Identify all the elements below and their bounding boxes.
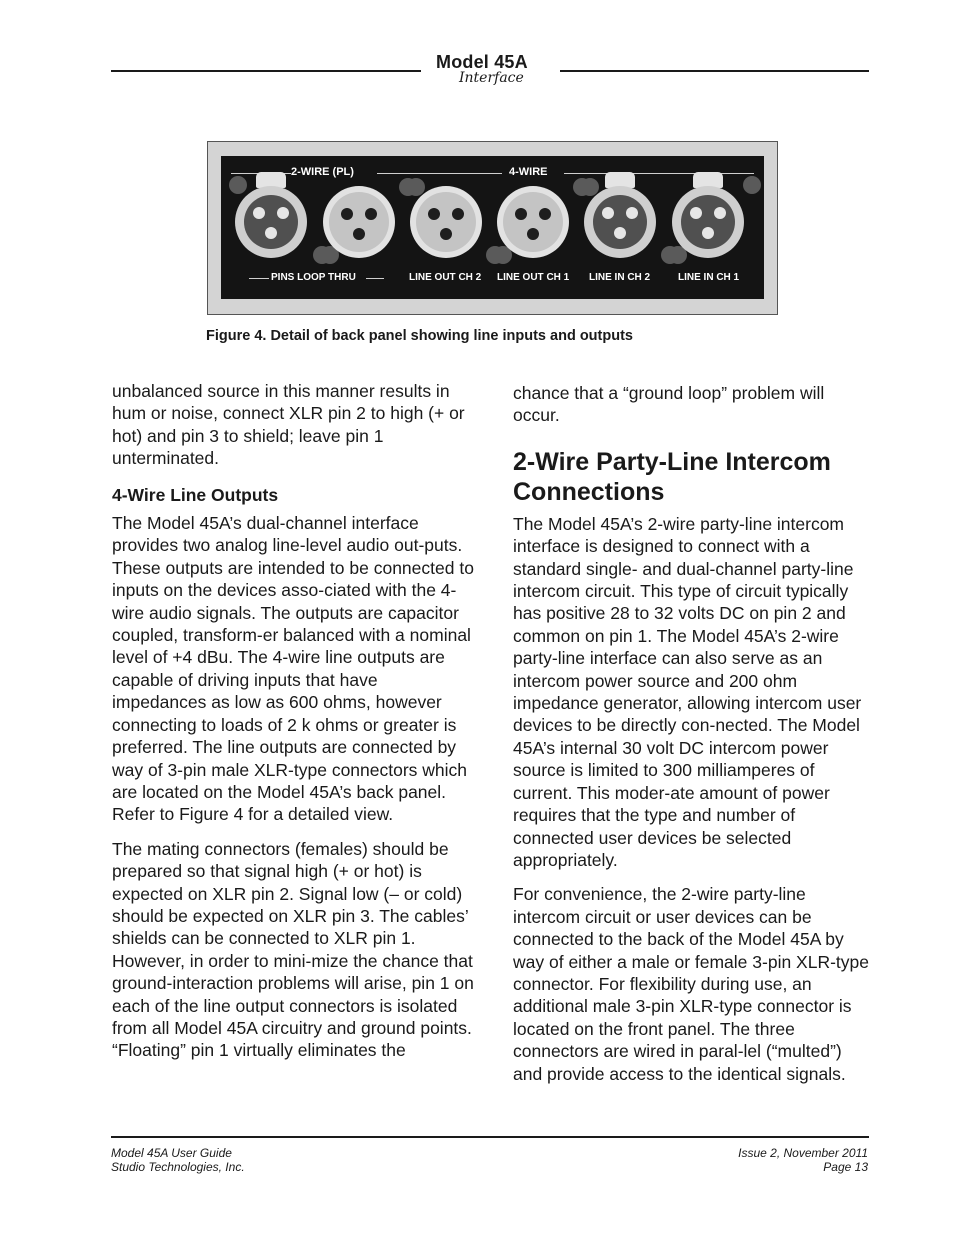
paragraph: The Model 45A’s dual-channel interface provides two analog line-level audio out-puts. These outputs are intended to be connected to inputs on the devices asso-ciated with the 4-wire audio signals. The outputs are capacitor coupled, transform-er balanced with a nominal level of +4 dBu. The 4-wire line outputs are capable of driving inputs that have impedances as low as 600 ohms, however connecting to loads of 2 k ohms or greater is preferred. The line outputs are connected by way of 3-pin male XLR-type connectors which are located on the Model 45A’s back panel. Refer to Figure 4 for a detailed view. [112,513,474,825]
paragraph: The mating connectors (females) should be prepared so that signal high (+ or hot) is expected on XLR pin 2. Signal low (– or cold) should be expected on XLR pin 3. The cables’ shields can be connected to XLR pin 1. However, in order to mini-mize the chance that ground-interaction problems will arise, pin 1 on each of the line output connectors is isolated from all Model 45A circuitry and ground points. “Floating” pin 1 virtually eliminates the [112,838,474,1061]
line-out-ch2-label: LINE OUT CH 2 [409,272,482,283]
section-heading: 4-Wire Line Outputs [112,484,279,505]
group-rule [564,173,754,174]
xlr-female-connector [584,186,656,258]
xlr-pin [253,207,265,219]
xlr-pin [353,228,365,240]
xlr-pin [428,208,440,220]
paragraph: For convenience, the 2-wire party-line intercom circuit or user devices can be connected to the back of the Model 45A by way of either a male or female 3-pin XLR-type connector. For flexibility during use, an additional male 3-pin XLR-type connector is located on the front panel. The three connectors are wired in paral-lel (“multed”) and provide access to the identical signals. [513,884,869,1084]
label-rule [249,278,269,279]
right-column [513,382,875,1097]
xlr-pin [265,227,277,239]
figure-caption: Figure 4. Detail of back panel showing line inputs and outputs [206,328,633,344]
header-subtitle: Interface [459,70,524,86]
header-title: Model 45A [436,52,528,72]
header-rule-left [111,70,421,72]
left-column [112,380,474,1074]
mounting-screw [229,176,247,194]
xlr-pin [341,208,353,220]
footer-rule [111,1136,869,1138]
xlr-female-connector [235,186,307,258]
xlr-insert [503,192,563,252]
footer-right [738,1146,868,1174]
xlr-pin [440,228,452,240]
xlr-insert [329,192,389,252]
xlr-pin [515,208,527,220]
back-panel [221,156,764,299]
xlr-insert [416,192,476,252]
xlr-pin [452,208,464,220]
xlr-pin [277,207,289,219]
xlr-male-connector [410,186,482,258]
pins-loop-thru-label: PINS LOOP THRU [271,272,356,283]
xlr-pin [626,207,638,219]
xlr-pin [539,208,551,220]
xlr-pin [365,208,377,220]
section-heading: 2-Wire Party-Line Intercom Connections [513,447,831,506]
xlr-pin [714,207,726,219]
xlr-insert [593,195,647,249]
four-wire-label: 4-WIRE [509,166,548,178]
header-rule-right [560,70,869,72]
label-rule [366,278,384,279]
xlr-pin [602,207,614,219]
xlr-pin [614,227,626,239]
xlr-insert [244,195,298,249]
footer-company: Studio Technologies, Inc. [111,1160,245,1174]
mounting-screw [743,176,761,194]
footer-guide-title: Model 45A User Guide [111,1146,232,1160]
footer-left [111,1146,245,1174]
xlr-male-connector [323,186,395,258]
xlr-pin [690,207,702,219]
xlr-male-connector [497,186,569,258]
line-in-ch1-label: LINE IN CH 1 [678,272,740,283]
footer-page-number: Page 13 [823,1160,868,1174]
footer-issue: Issue 2, November 2011 [738,1146,868,1160]
group-rule [377,173,502,174]
paragraph: The Model 45A’s 2-wire party-line intercom interface is designed to connect with a standard single- and dual-channel party-line intercom circuit. This type of circuit typically has positive 28 to 32 volts DC on pin 2 and common on pin 1. The Model 45A’s 2-wire party-line interface can also serve as an intercom power source and 200 ohm impedance generator, allowing intercom user devices to be directly con-nected. The Model 45A’s internal 30 volt DC intercom power source is limited to 300 milliamperes of current. This moder-ate amount of power requires that the type and number of connected user devices be selected appropriately. [513,513,862,870]
xlr-female-connector [672,186,744,258]
back-panel-figure [207,141,778,315]
xlr-insert [681,195,735,249]
line-out-ch1-label: LINE OUT CH 1 [497,272,570,283]
paragraph: unbalanced source in this manner results in hum or noise, connect XLR pin 2 to high (+ or hot) and pin 3 to shield; leave pin 1 unterminated. [112,381,465,469]
two-wire-label: 2-WIRE (PL) [291,166,354,178]
xlr-pin [527,228,539,240]
xlr-pin [702,227,714,239]
paragraph: chance that a “ground loop” problem will occur. [513,383,825,426]
line-in-ch2-label: LINE IN CH 2 [589,272,651,283]
